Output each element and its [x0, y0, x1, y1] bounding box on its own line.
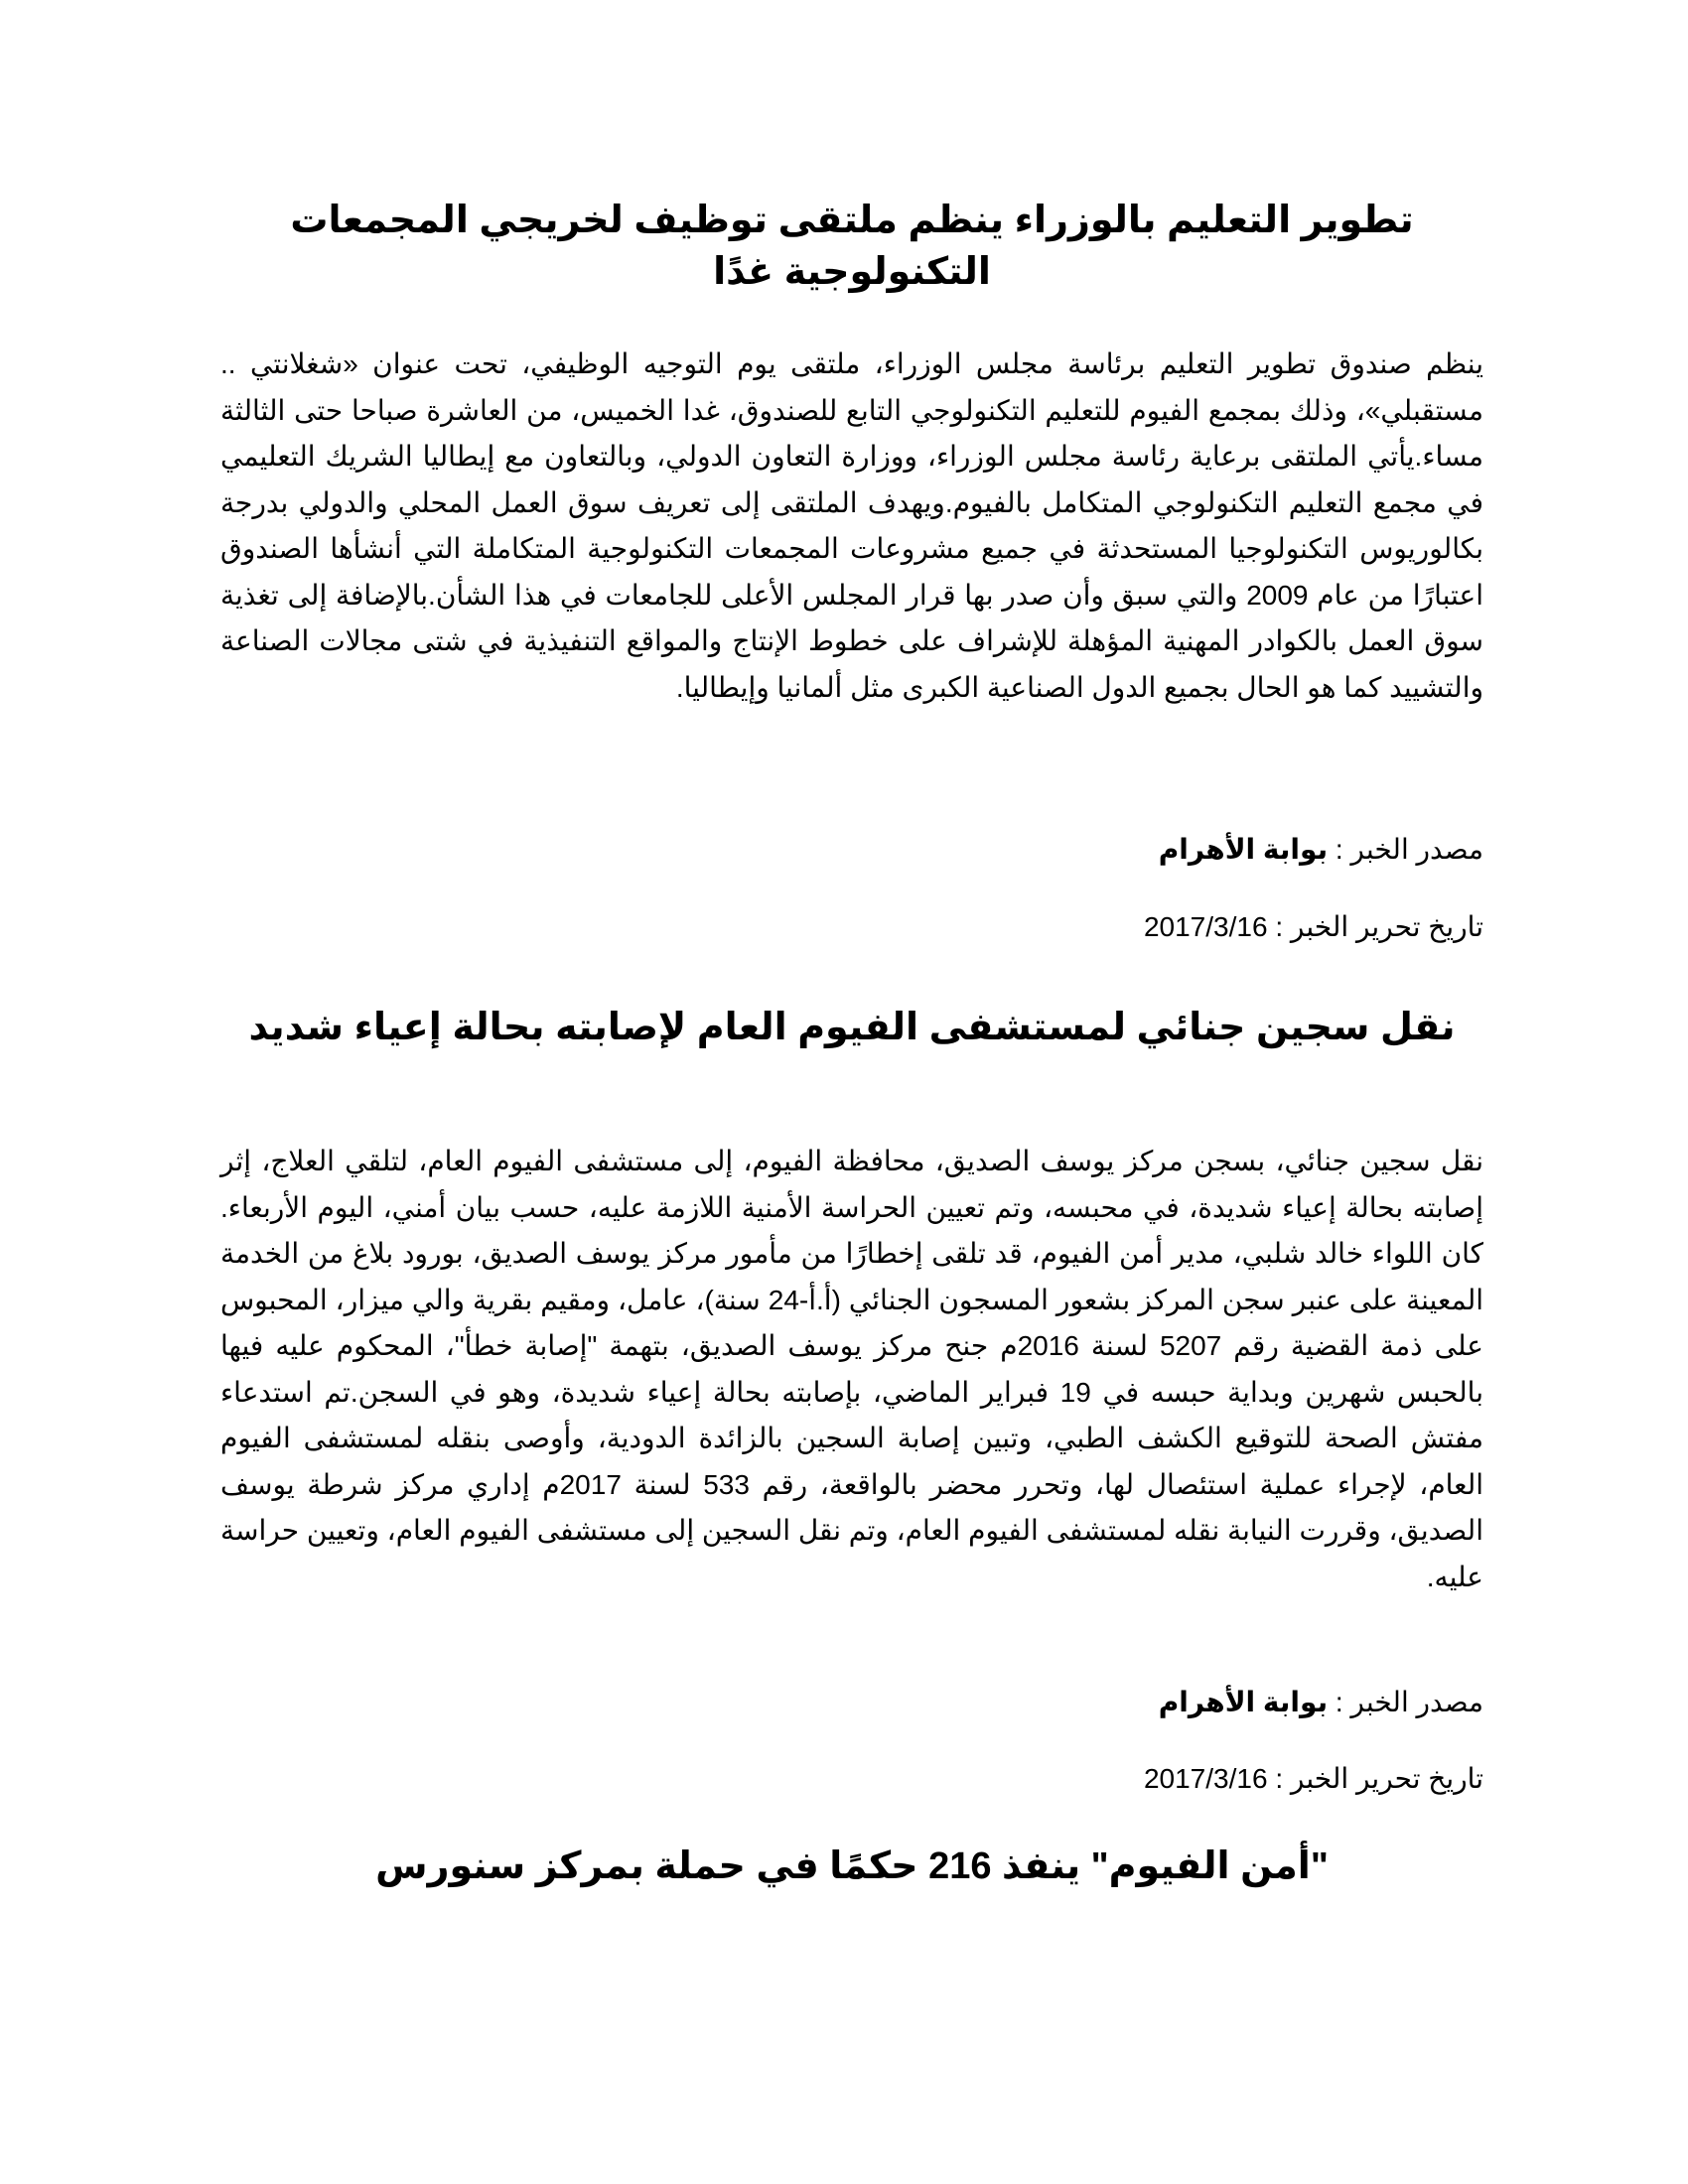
news-article [220, 0, 1483, 1906]
source-label: مصدر الخبر : [1335, 1687, 1483, 1717]
source-value: بوابة الأهرام [1158, 1687, 1329, 1717]
article-body: ينظم صندوق تطوير التعليم برئاسة مجلس الوزراء، ملتقى يوم التوجيه الوظيفي، تحت عنوان «شغلانتي .. مستقبلي»، وذلك بمجمع الفيوم للتعليم التكنولوجي التابع للصندوق، غدا الخميس، من العاشرة صباحا حتى الثالثة مساء.يأتي الملتقى برعاية رئاسة مجلس الوزراء، ووزارة التعاون الدولي، وبالتعاون مع إيطاليا الشريك التعليمي في مجمع التعليم التكنولوجي المتكامل بالفيوم.ويهدف الملتقى إلى تعريف سوق العمل المحلي والدولي بدرجة بكالوريوس التكنولوجيا المستحدثة في جميع مشروعات المجمعات التكنولوجية المتكاملة التي أنشأها الصندوق اعتبارًا من عام 2009 والتي سبق وأن صدر بها قرار المجلس الأعلى للجامعات في هذا الشأن.بالإضافة إلى تغذية سوق العمل بالكوادر المهنية المؤهلة للإشراف على خطوط الإنتاج والمواقع التنفيذية في شتى مجالات الصناعة والتشييد كما هو الحال بجميع الدول الصناعية الكبرى مثل ألمانيا وإيطاليا. [220, 348, 1483, 703]
article-headline: "أمن الفيوم" ينفذ 216 حكمًا في حملة بمركز سنورس [375, 1845, 1329, 1887]
date-label: تاريخ تحرير الخبر : [1275, 1763, 1483, 1794]
article-headline: تطوير التعليم بالوزراء ينظم ملتقى توظيف لخريجي المجمعات التكنولوجية غدًا [290, 200, 1414, 293]
date-label: تاريخ تحرير الخبر : [1275, 911, 1483, 942]
article-body: نقل سجين جنائي، بسجن مركز يوسف الصديق، محافظة الفيوم، إلى مستشفى الفيوم العام، لتلقي العلاج، إثر إصابته بحالة إعياء شديدة، في محبسه، وتم تعيين الحراسة الأمنية اللازمة عليه، حسب بيان أمني، اليوم الأربعاء. كان اللواء خالد شلبي، مدير أمن الفيوم، قد تلقى إخطارًا من مأمور مركز يوسف الصديق، بورود بلاغ من الخدمة المعينة على عنبر سجن المركز بشعور المسجون الجنائي (أ.أ-24 سنة)، عامل، ومقيم بقرية والي ميزار، المحبوس على ذمة القضية رقم 5207 لسنة 2016م جنح مركز يوسف الصديق، بتهمة "إصابة خطأ"، المحكوم عليه فيها بالحبس شهرين وبداية حبسه في 19 فبراير الماضي، بإصابته بحالة إعياء شديدة، وهو في السجن.تم استدعاء مفتش الصحة للتوقيع الكشف الطبي، وتبين إصابة السجين بالزائدة الدودية، وأوصى بنقله لمستشفى الفيوم العام، لإجراء عملية استئصال لها، وتحرر محضر بالواقعة، رقم 533 لسنة 2017م إداري مركز شرطة يوسف الصديق، وقررت النيابة نقله لمستشفى الفيوم العام، وتم نقل السجين إلى مستشفى الفيوم العام، وتعيين حراسة عليه. [220, 1146, 1484, 1592]
article-headline: نقل سجين جنائي لمستشفى الفيوم العام لإصابته بحالة إعياء شديد [248, 1007, 1456, 1048]
source-value: بوابة الأهرام [1158, 834, 1329, 865]
date-value: 2017/3/16 [1143, 911, 1268, 942]
source-label: مصدر الخبر : [1335, 834, 1483, 865]
date-value: 2017/3/16 [1143, 1763, 1268, 1794]
